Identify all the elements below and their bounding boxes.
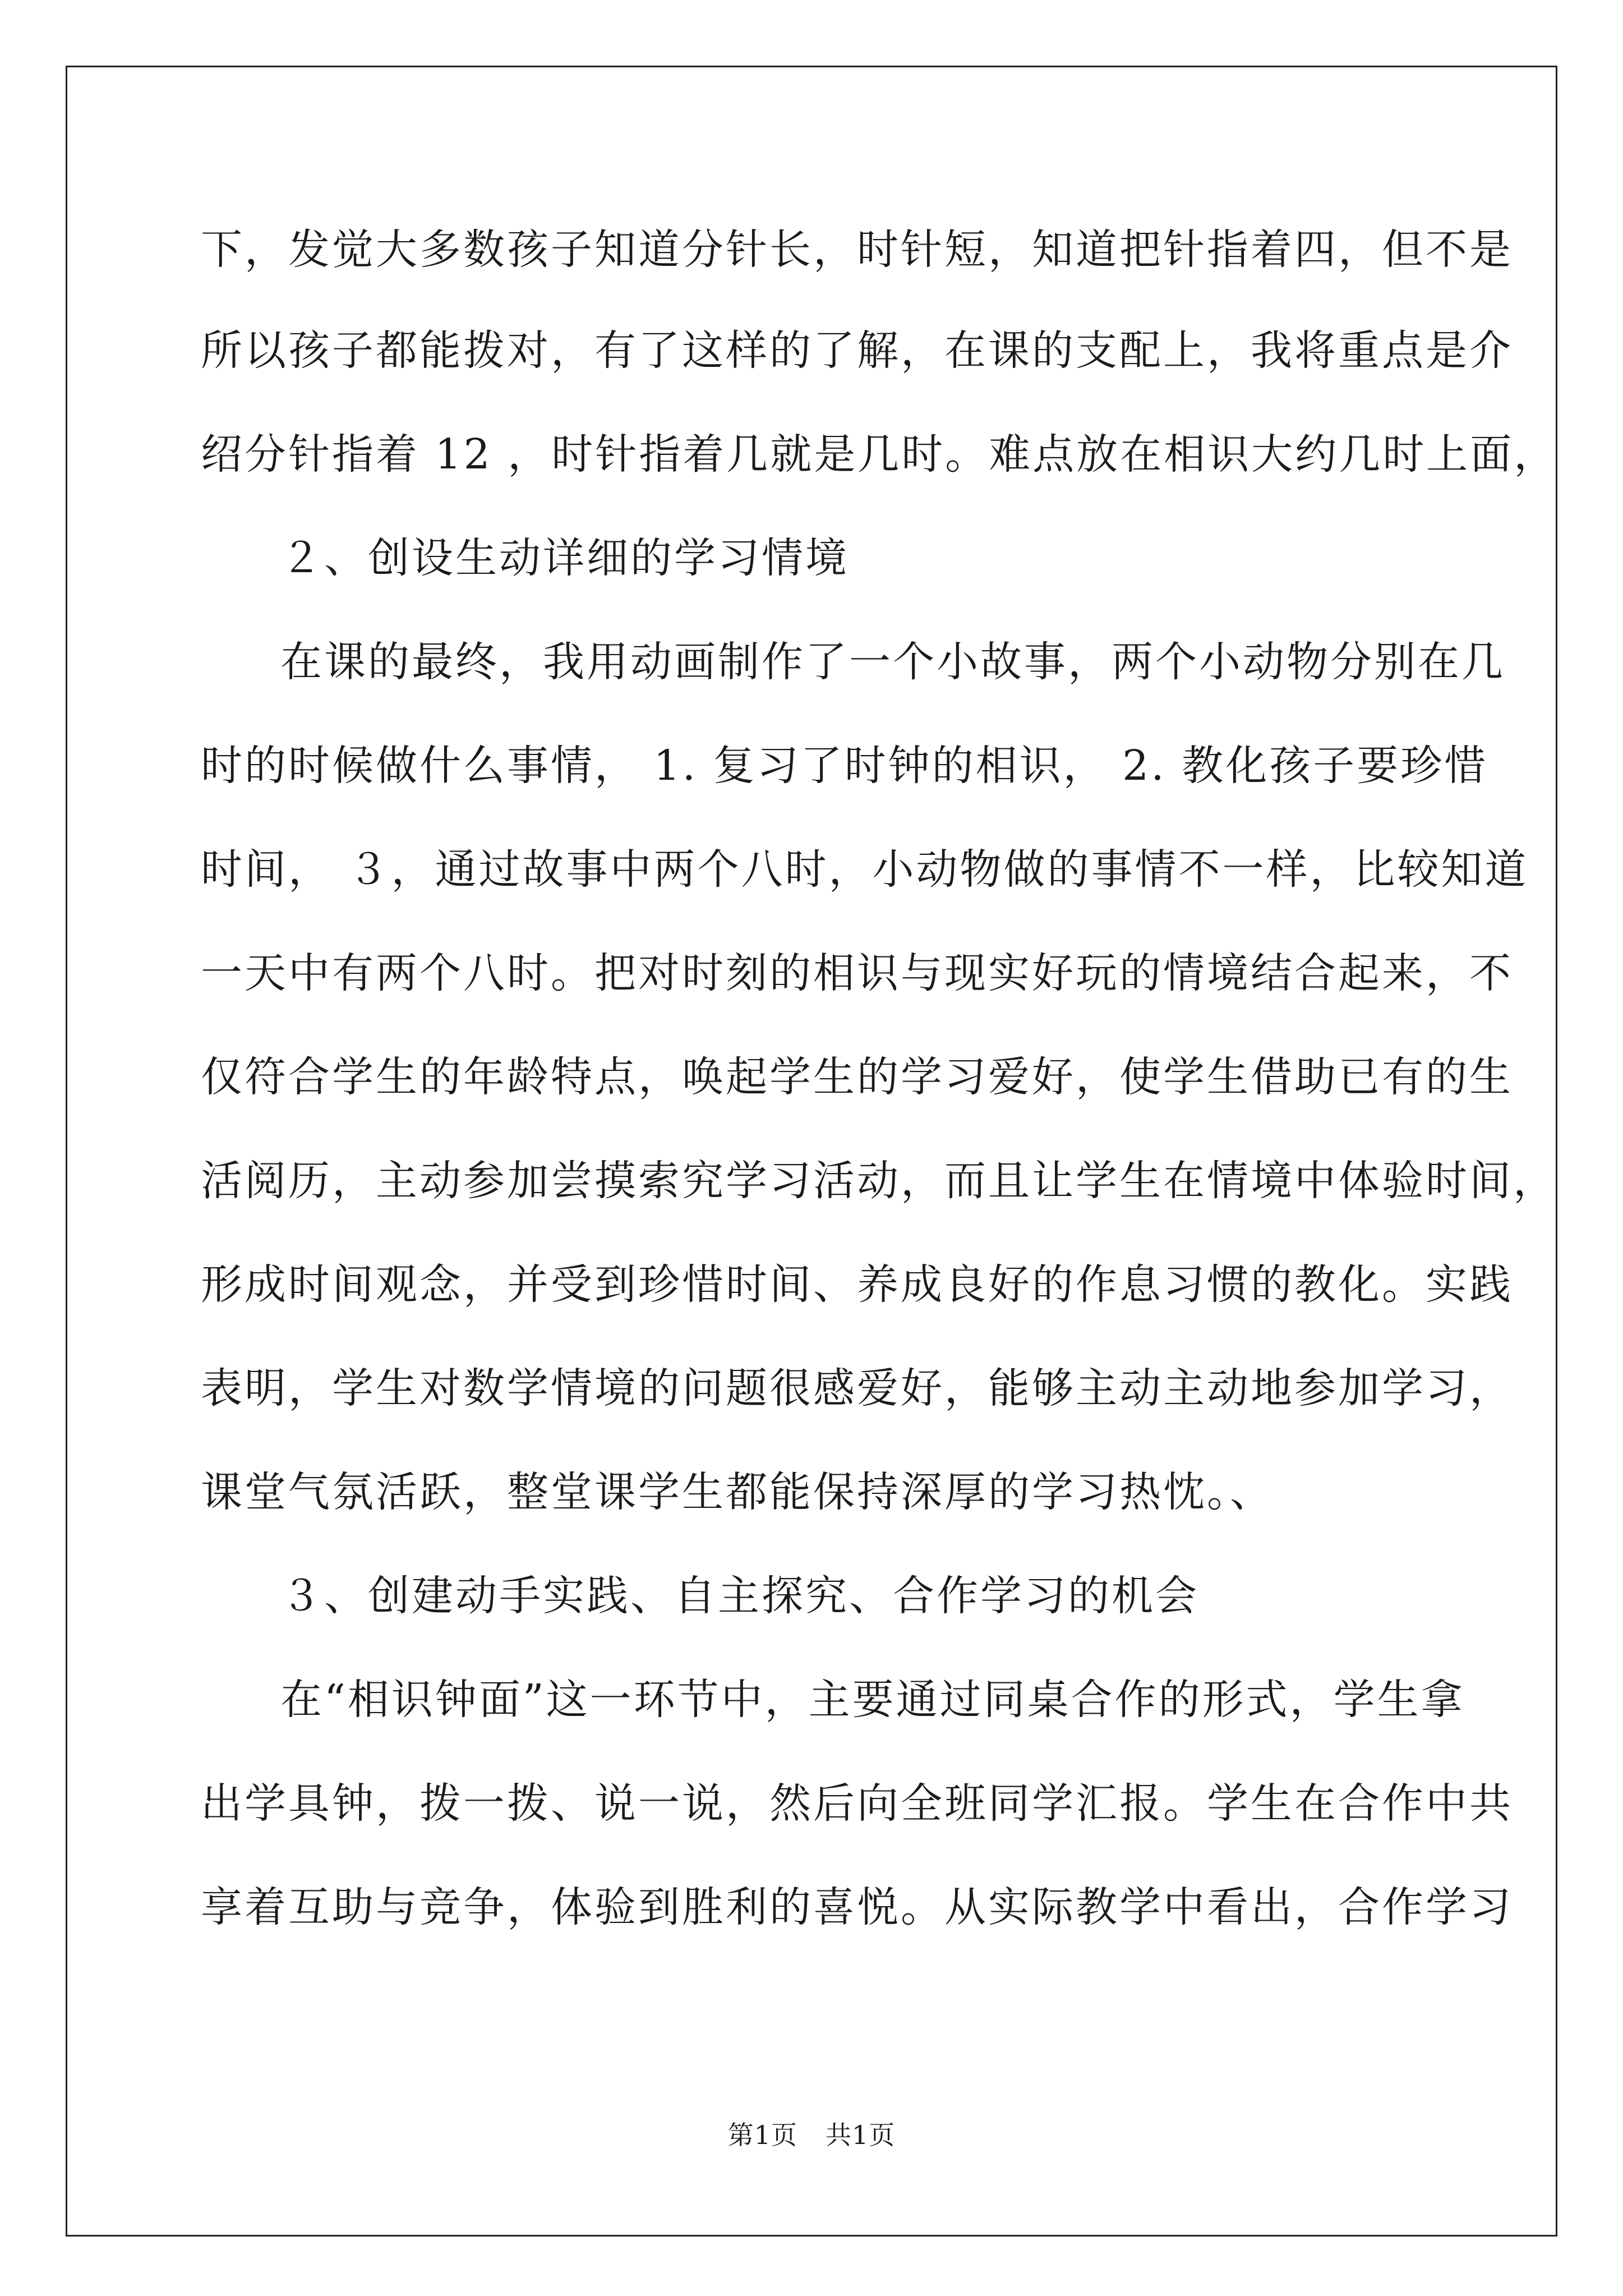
text-line: 在课的最终，我用动画制作了一个小故事，两个小动物分别在几	[280, 638, 1505, 686]
text-line: 下，发觉大多数孩子知道分针长，时针短，知道把针指着四，但不是	[201, 226, 1513, 274]
section-heading: ３、创建动手实践、自主探究、合作学习的机会	[280, 1572, 1199, 1620]
text-line: 时的时候做什么事情， 1. 复习了时钟的相识， 2. 教化孩子要珍惜	[201, 742, 1488, 790]
text-line: 一天中有两个八时。把对时刻的相识与现实好玩的情境结合起来，不	[201, 949, 1513, 997]
text-line: 课堂气氛活跃，整堂课学生都能保持深厚的学习热忱。、	[201, 1468, 1274, 1516]
text-line: 出学具钟，拨一拨、说一说，然后向全班同学汇报。学生在合作中共	[201, 1779, 1513, 1828]
text-line: 仅符合学生的年龄特点，唤起学生的学习爱好，使学生借助已有的生	[201, 1053, 1513, 1101]
text-line: 时间， ３，通过故事中两个八时，小动物做的事情不一样，比较知道	[201, 845, 1529, 894]
page-footer	[0, 2118, 1623, 2152]
page-number: 第1页	[727, 2120, 797, 2150]
text-line: 活阅历，主动参加尝摸索究学习活动，而且让学生在情境中体验时间，	[201, 1157, 1557, 1205]
page-total: 共1页	[826, 2120, 896, 2150]
text-line: 享着互助与竞争，体验到胜利的喜悦。从实际教学中看出，合作学习	[201, 1883, 1513, 1931]
text-line: 形成时间观念，并受到珍惜时间、养成良好的作息习惯的教化。实践	[201, 1260, 1513, 1309]
text-line: 表明，学生对数学情境的问题很感爱好，能够主动主动地参加学习，	[201, 1364, 1513, 1412]
section-heading: ２、创设生动详细的学习情境	[280, 534, 849, 582]
text-line: 所以孩子都能拨对，有了这样的了解，在课的支配上，我将重点是介	[201, 326, 1513, 375]
text-line: 绍分针指着 12 ，时针指着几就是几时。难点放在相识大约几时上面，	[201, 430, 1558, 478]
text-line: 在“相识钟面”这一环节中，主要通过同桌合作的形式，学生拿	[280, 1676, 1465, 1724]
